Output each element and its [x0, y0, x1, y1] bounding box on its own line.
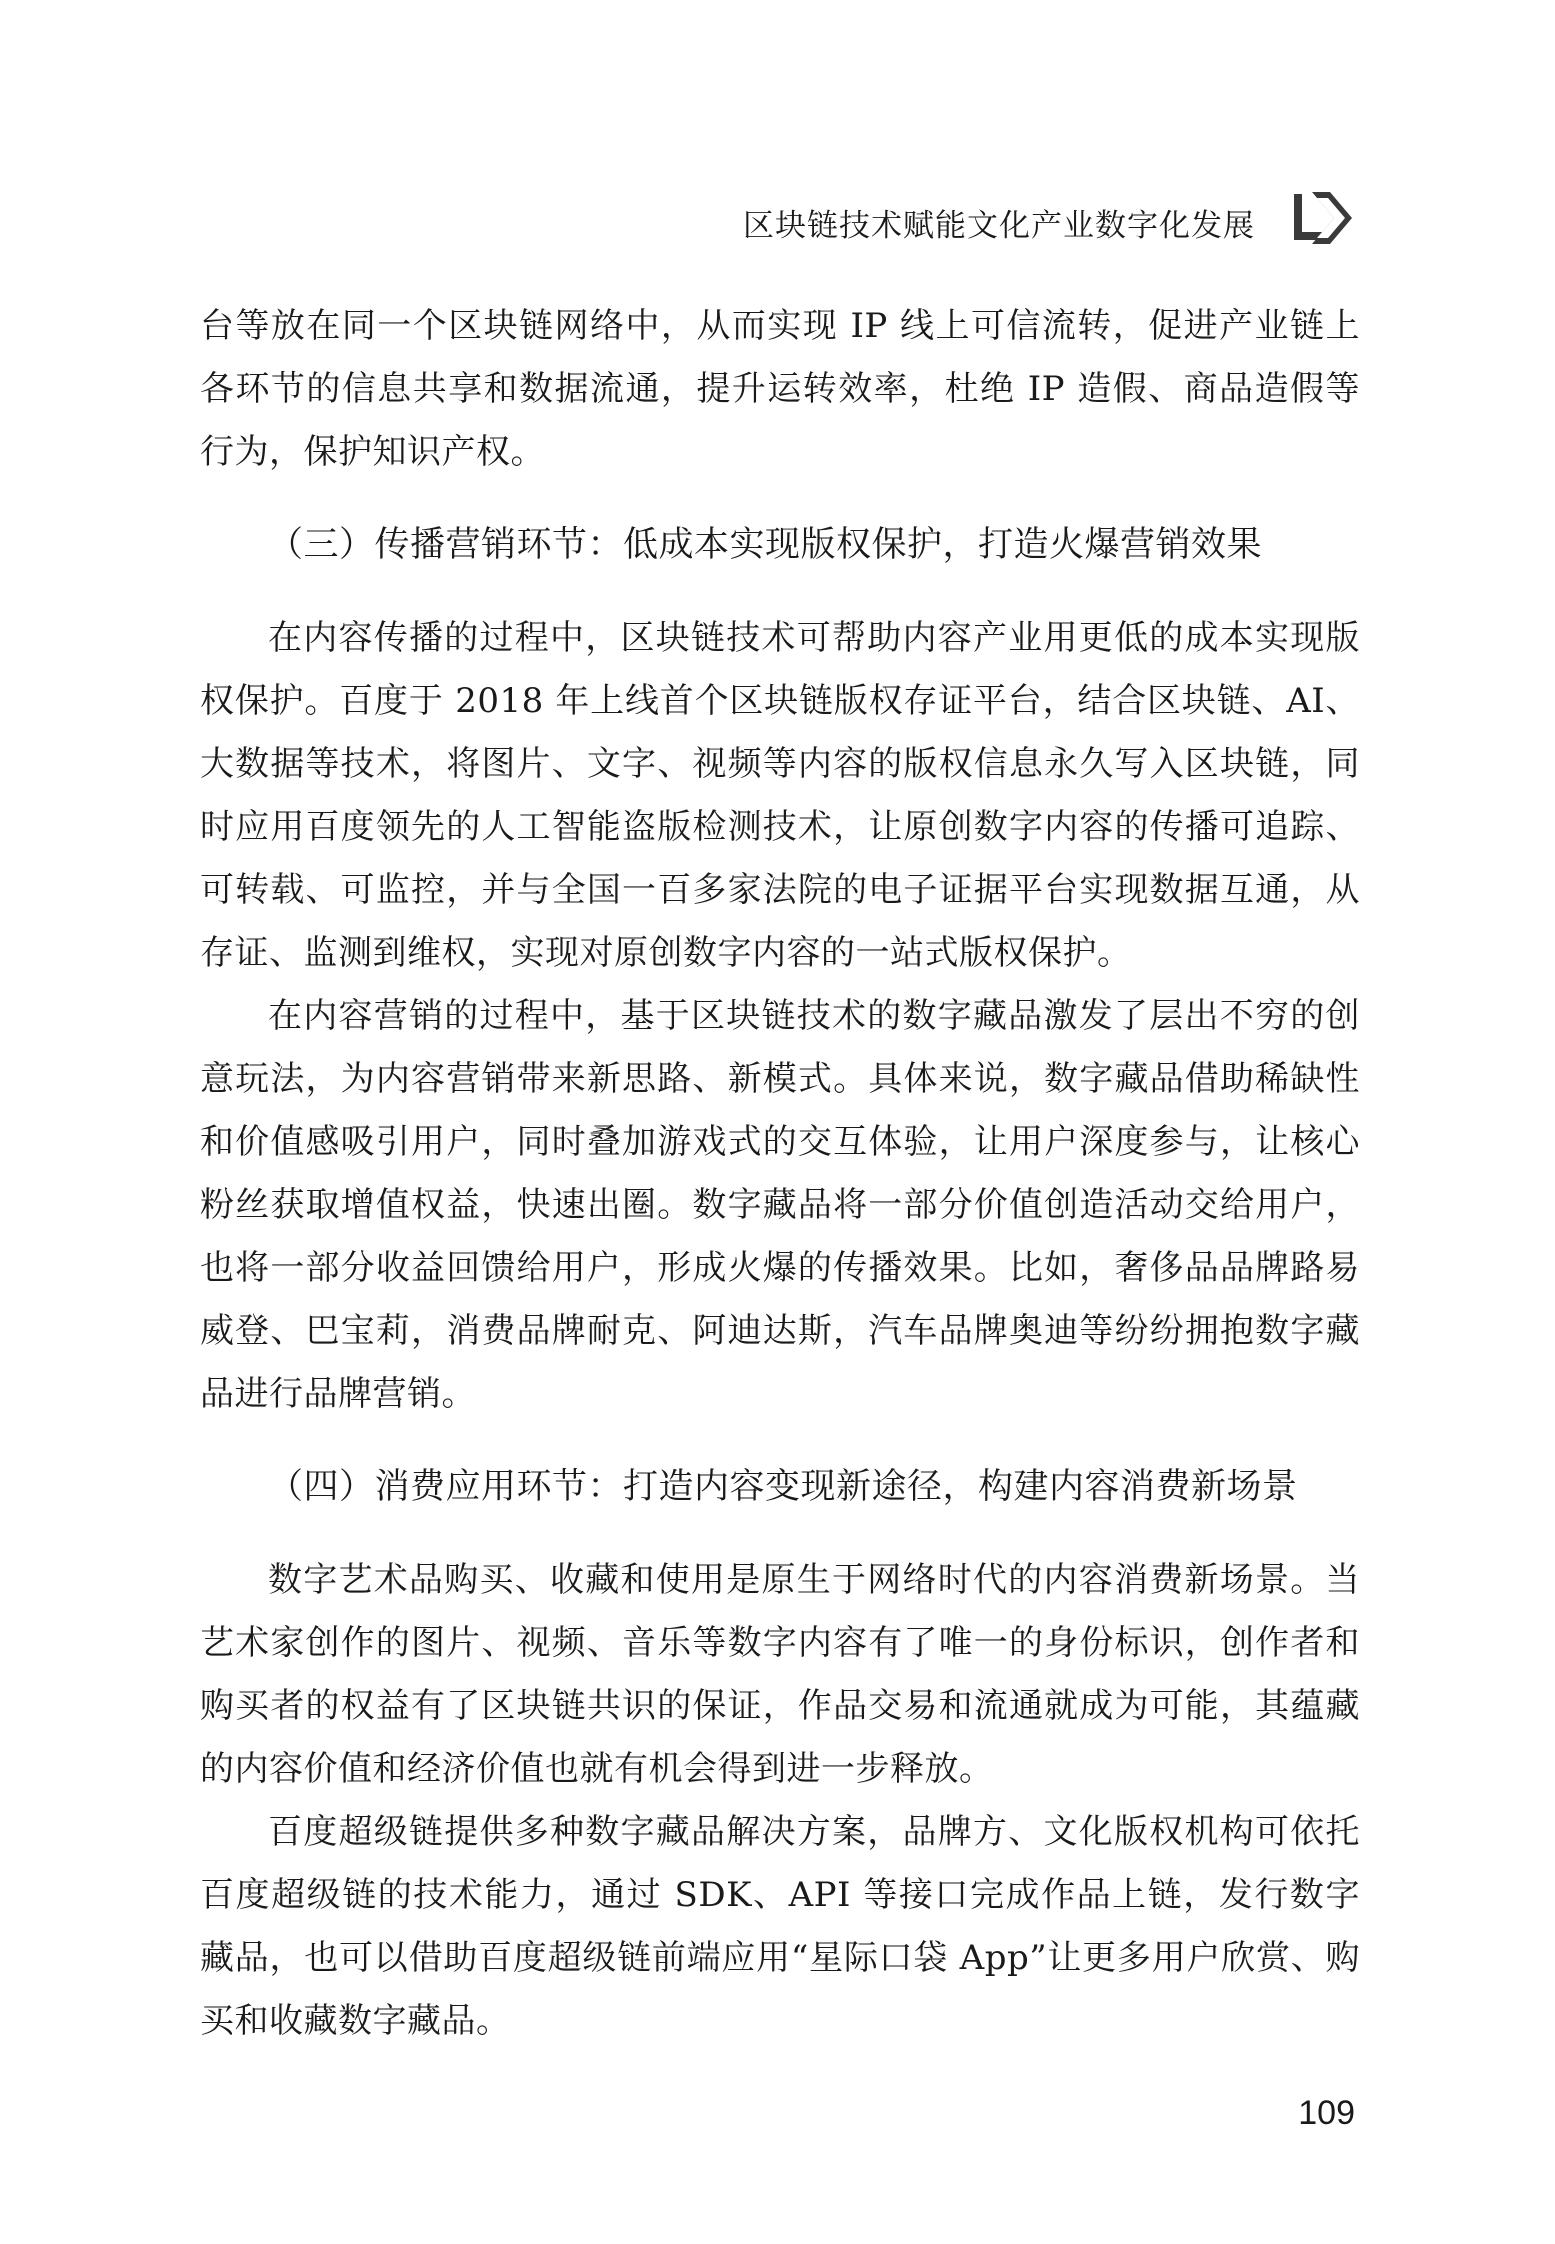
- paragraph-4b: 百度超级链提供多种数字藏品解决方案，品牌方、文化版权机构可依托百度超级链的技术能力，通过 SDK、API 等接口完成作品上链，发行数字藏品，也可以借助百度超级链前端应用“星际口袋 App”让更多用户欣赏、购买和收藏数字藏品。: [200, 1812, 1360, 2041]
- running-head-title: 区块链技术赋能文化产业数字化发展: [743, 208, 1255, 244]
- paragraph-3a: 在内容传播的过程中，区块链技术可帮助内容产业用更低的成本实现版权保护。百度于 2018 年上线首个区块链版权存证平台，结合区块链、AI、大数据等技术，将图片、文字、视频等内容的版权信息永久写入区块链，同时应用百度领先的人工智能盗版检测技术，让原创数字内容的传播可追踪、可转载、可监控，并与全国一百多家法院的电子证据平台实现数据互通，从存证、监测到维权，实现对原创数字内容的一站式版权保护。: [200, 618, 1360, 973]
- paragraph-continued: 台等放在同一个区块链网络中，从而实现 IP 线上可信流转，促进产业链上各环节的信息共享和数据流通，提升运转效率，杜绝 IP 造假、商品造假等行为，保护知识产权。: [200, 306, 1360, 472]
- paragraph-4a: 数字艺术品购买、收藏和使用是原生于网络时代的内容消费新场景。当艺术家创作的图片、视频、音乐等数字内容有了唯一的身份标识，创作者和购买者的权益有了区块链共识的保证，作品交易和流通就成为可能，其蕴藏的内容价值和经济价值也就有机会得到进一步释放。: [200, 1560, 1360, 1789]
- page-body: [200, 295, 1360, 2053]
- section-heading-3: （三）传播营销环节：低成本实现版权保护，打造火爆营销效果: [268, 525, 1263, 565]
- chevron-corner-icon: [1290, 186, 1360, 250]
- section-heading-4: （四）消费应用环节：打造内容变现新途径，构建内容消费新场景: [268, 1467, 1298, 1507]
- paragraph-3b: 在内容营销的过程中，基于区块链技术的数字藏品激发了层出不穷的创意玩法，为内容营销带来新思路、新模式。具体来说，数字藏品借助稀缺性和价值感吸引用户，同时叠加游戏式的交互体验，让用户深度参与，让核心粉丝获取增值权益，快速出圈。数字藏品将一部分价值创造活动交给用户，也将一部分收益回馈给用户，形成火爆的传播效果。比如，奢侈品品牌路易威登、巴宝莉，消费品牌耐克、阿迪达斯，汽车品牌奥迪等纷纷拥抱数字藏品进行品牌营销。: [200, 996, 1360, 1414]
- page-number: 109: [1298, 2094, 1355, 2132]
